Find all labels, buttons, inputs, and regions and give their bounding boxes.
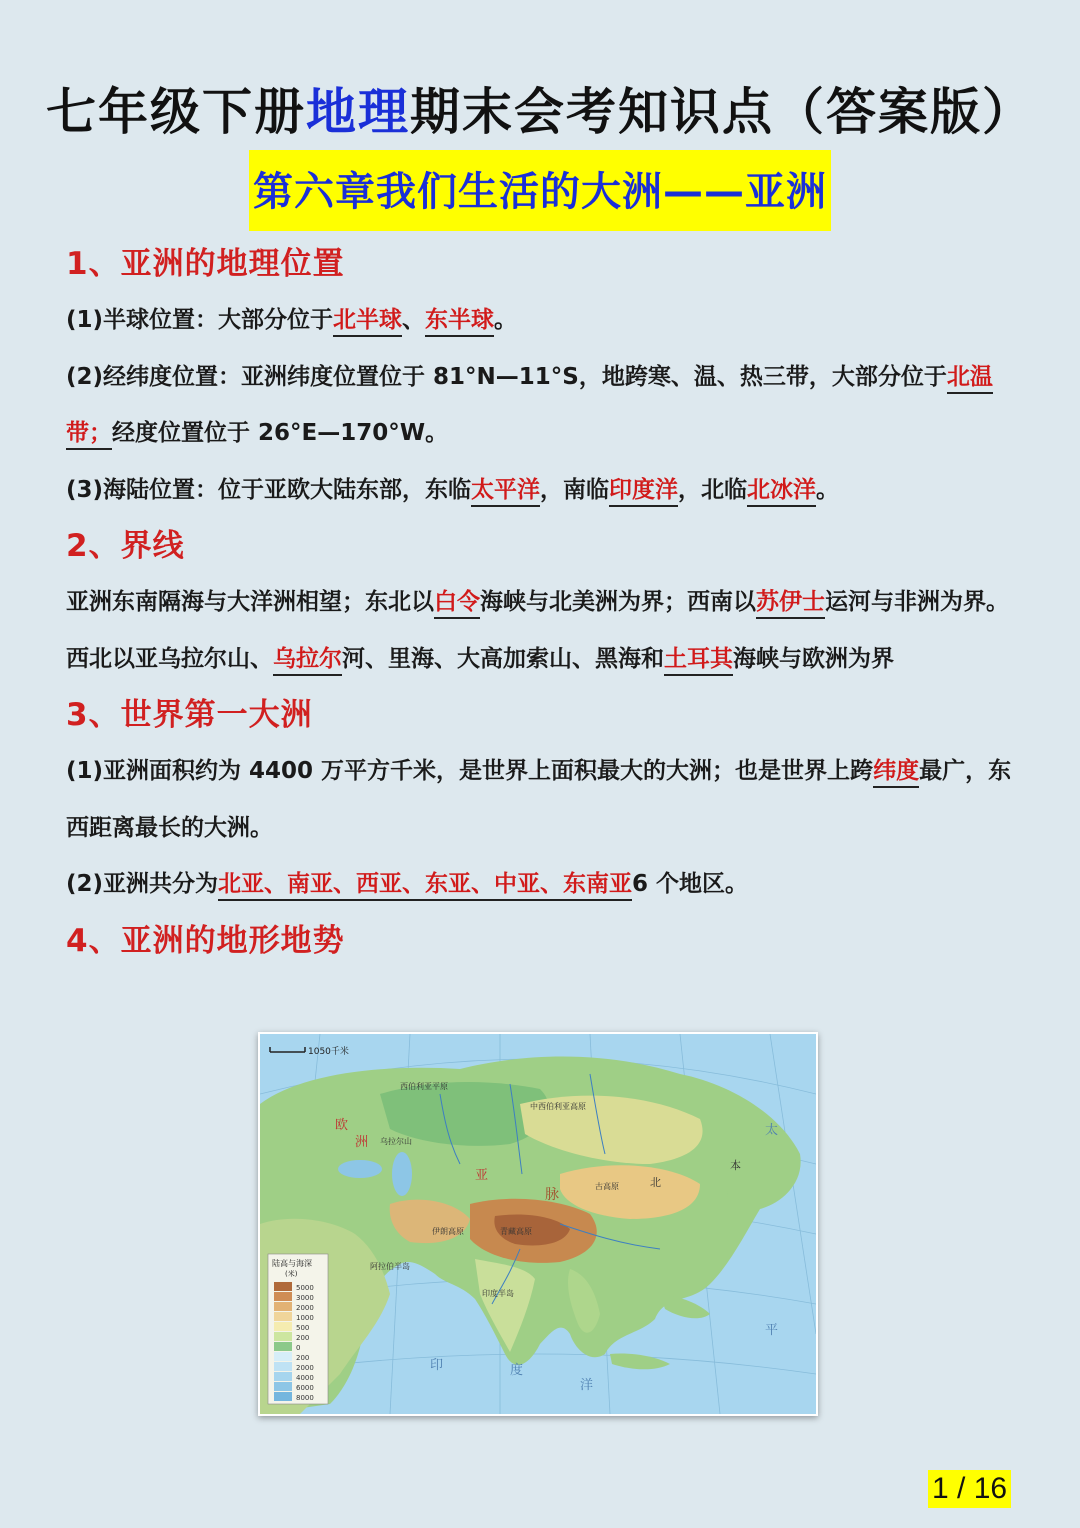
legend-value: 3000 [296,1294,314,1302]
paragraph: (2)经纬度位置：亚洲纬度位置位于 81°N—11°S，地跨寒、温、热三带，大部分位于北温带；经度位置位于 26°E—170°W。 [66,349,1016,462]
page-number: 1 / 16 [928,1470,1011,1508]
legend-value: 4000 [296,1374,314,1382]
paragraph: (1)亚洲面积约为 4400 万平方千米，是世界上面积最大的大洲；也是世界上跨纬度最广，东西距离最长的大洲。 [66,758,1012,841]
legend-value: 2000 [296,1364,314,1372]
legend-value: 0 [296,1344,301,1352]
map-label: 印度半岛 [482,1289,514,1298]
legend-value: 200 [296,1354,310,1362]
legend-swatch [274,1292,292,1301]
map-label: 太 [765,1123,779,1138]
paragraph: (3)海陆位置：位于亚欧大陆东部，东临太平洋，南临印度洋，北临北冰洋。 [66,462,1016,519]
legend-swatch [274,1352,292,1361]
map-label: 脉 [545,1187,559,1203]
map-label: 中西伯利亚高原 [530,1102,586,1111]
paragraph: (1)半球位置：大部分位于北半球、东半球。 [66,292,1016,349]
answer: 土耳其 [664,646,733,676]
answer: 北温带； [66,364,993,451]
answer: 北冰洋 [747,477,816,507]
answer: 苏伊士 [756,589,825,619]
map-label: 平 [765,1323,779,1338]
map-label: 北 [650,1176,661,1189]
legend-value: 2000 [296,1304,314,1312]
answer: 白令 [434,589,480,619]
section-heading: 1、亚洲的地理位置 [66,246,345,282]
answer: 北半球 [333,307,402,337]
legend-swatch [274,1342,292,1351]
legend-unit: (米) [285,1270,298,1278]
legend-swatch [274,1392,292,1401]
section-heading: 4、亚洲的地形地势 [66,922,345,959]
section-heading: 2、界线 [66,528,185,564]
map-label: 伊朗高原 [432,1227,464,1236]
legend-value: 1000 [296,1314,314,1322]
legend-swatch [274,1312,292,1321]
section-heading: 3、世界第一大洲 [66,697,313,733]
legend-value: 200 [296,1334,310,1342]
chapter-subtitle: 第六章我们生活的大洲——亚洲 [249,150,831,231]
paragraph: (2)亚洲共分为北亚、南亚、西亚、东亚、中亚、东南亚6 个地区。 [66,856,1016,913]
map-legend [268,1254,328,1404]
answer: 北亚、南亚、西亚、东亚、中亚、东南亚 [218,871,632,901]
legend-swatch [274,1332,292,1341]
paragraph: 亚洲东南隔海与大洋洲相望；东北以白令海峡与北美洲为界；西南以苏伊士运河与非洲为界。西北以亚乌拉尔山、乌拉尔河、里海、大高加索山、黑海和土耳其海峡与欧洲为界 [66,574,1016,687]
map-label: 亚 [475,1168,489,1183]
map-label: 洲 [355,1135,369,1150]
legend-swatch [274,1282,292,1291]
map-label: 度 [510,1363,524,1378]
legend-value: 5000 [296,1284,314,1292]
page-title [0,72,1080,144]
title-part: 期末会考知识点（答案版） [410,83,1034,141]
legend-swatch [274,1372,292,1381]
asia-terrain-map [258,1032,818,1416]
map-scale: 1050千米 [308,1047,349,1057]
map-label: 欧 [335,1118,349,1133]
map-label: 西伯利亚平原 [400,1082,448,1091]
map-label: 印 [430,1358,444,1373]
legend-swatch [274,1302,292,1311]
title-part: 七年级下册 [46,83,306,141]
map-label: 青藏高原 [500,1227,532,1236]
legend-value: 500 [296,1324,310,1332]
answer: 东半球 [425,307,494,337]
legend-value: 6000 [296,1384,314,1392]
map-label: 本 [730,1159,741,1172]
title-highlight: 地理 [306,83,410,141]
answer: 太平洋 [471,477,540,507]
legend-swatch [274,1382,292,1391]
map-label: 阿拉伯半岛 [370,1262,410,1271]
legend-swatch [274,1362,292,1371]
legend-value: 8000 [296,1394,314,1402]
map-label: 古高原 [595,1182,619,1191]
answer: 纬度 [873,758,919,788]
legend-title: 陆高与海深 [272,1259,312,1268]
answer: 印度洋 [609,477,678,507]
answer: 乌拉尔 [273,646,342,676]
map-label: 乌拉尔山 [380,1137,412,1146]
map-label: 洋 [580,1378,594,1393]
legend-swatch [274,1322,292,1331]
